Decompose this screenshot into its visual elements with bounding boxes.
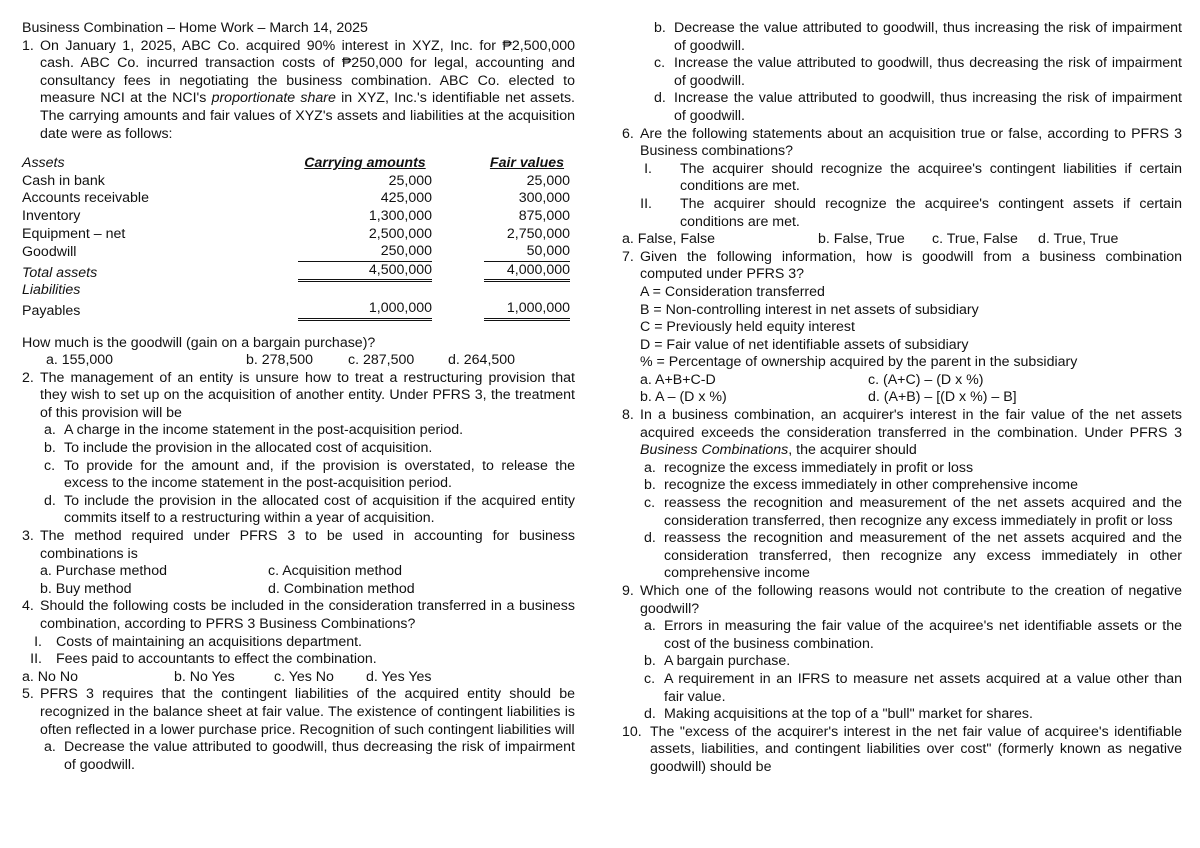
- question-3: [22, 528, 575, 598]
- question-number: 4.: [22, 598, 34, 615]
- row-carrying: 2,500,000: [368, 225, 432, 242]
- fair-values-heading: Fair values: [489, 155, 565, 172]
- total-row: [22, 262, 570, 283]
- option: a. 155,000: [46, 352, 114, 369]
- option: a. recognize the excess immediately in profit or loss: [644, 459, 974, 476]
- row-carrying: 25,000: [388, 172, 432, 189]
- statement: I. The acquirer should recognize the acquiree's contingent liabilities if certain conditions are met.: [644, 160, 1182, 195]
- row-label: Inventory: [22, 207, 81, 224]
- option: b. To include the provision in the allocated cost of acquisition.: [44, 440, 433, 457]
- option: a. False, False: [622, 231, 716, 248]
- question-number: 10.: [622, 723, 642, 740]
- table-row: [22, 243, 570, 262]
- question-5: [22, 686, 575, 774]
- option: d. reassess the recognition and measurement of the net assets acquired and the consideration transferred, then recognize any excess immediately in other comprehensive income: [644, 530, 1182, 582]
- question-text: Are the following statements about an acquisition true or false, according to PFRS 3 Business combinations?: [640, 125, 1182, 160]
- question-text: On January 1, 2025, ABC Co. acquired 90% interest in XYZ, Inc. for ₱2,500,000 cash. ABC Co. incurred transaction costs of ₱250,000 for legal, accounting and consultancy fees in negotiating the business combination. ABC Co. elected to measure NCI at the NCI's: [40, 37, 575, 107]
- table-row: [22, 173, 570, 191]
- question-7-options: [640, 372, 1182, 407]
- statement: II. Fees paid to accountants to effect the combination.: [30, 651, 377, 668]
- question-4: [22, 598, 575, 633]
- question-text: Given the following information, how is goodwill from a business combination computed under PFRS 3?: [640, 248, 1182, 283]
- question-3-options: [40, 563, 575, 598]
- row-fair: 2,750,000: [506, 225, 570, 242]
- option: a. A+B+C-D: [640, 371, 716, 388]
- total-fair: 4,000,000: [484, 262, 570, 283]
- carrying-amounts-heading: Carrying amounts: [304, 155, 426, 172]
- option: a. Purchase method: [40, 563, 167, 580]
- row-fair: 50,000: [484, 243, 570, 262]
- option: a. A charge in the income statement in the post-acquisition period.: [44, 422, 464, 439]
- option: d. Combination method: [268, 580, 415, 597]
- option: b. recognize the excess immediately in other comprehensive income: [644, 477, 1079, 494]
- question-emphasis: Business Combinations: [640, 442, 789, 459]
- question-number: 7.: [622, 248, 634, 265]
- question-1: [22, 38, 575, 144]
- row-carrying: 425,000: [380, 190, 432, 207]
- option: c. True, False: [932, 231, 1018, 248]
- question-text: PFRS 3 requires that the contingent liabilities of the acquired entity should be recognized in the balance sheet at fair value. The existence of contingent liabilities is often reflected in a lower purchase price. Recognition of such contingent liabilities will: [40, 686, 575, 738]
- table-header-row: [22, 155, 570, 173]
- question-text: The "excess of the acquirer's interest in the net fair value of acquiree's identifiable assets, liabilities, and contingent liabilities over cost" (formerly known as negative goodwill) should be: [650, 723, 1182, 775]
- option: b. A – (D x %): [640, 389, 727, 406]
- row-fair: 25,000: [526, 172, 570, 189]
- row-label: Goodwill: [22, 244, 77, 261]
- question-8: [622, 407, 1182, 583]
- question-text: Should the following costs be included in the consideration transferred in a business combination, according to PFRS 3 Business Combinations?: [40, 598, 575, 632]
- option: c. Yes No: [274, 668, 334, 685]
- statement: II. The acquirer should recognize the acquiree's contingent assets if certain conditions are met.: [640, 195, 1182, 230]
- question-10: [622, 724, 1182, 777]
- option: d. Increase the value attributed to goodwill, thus increasing the risk of impairment of goodwill.: [654, 90, 1182, 124]
- question-6-options: [622, 231, 1182, 249]
- option: b. False, True: [818, 231, 905, 248]
- option: d. 264,500: [448, 352, 516, 369]
- question-emphasis: proportionate share: [211, 90, 336, 107]
- statement: I. Costs of maintaining an acquisitions department.: [34, 633, 362, 650]
- option: d. True, True: [1038, 231, 1119, 248]
- option: a. Decrease the value attributed to goodwill, thus decreasing the risk of impairment of goodwill.: [44, 739, 575, 773]
- left-column: [22, 20, 575, 774]
- question-number: 6.: [622, 125, 634, 142]
- option: c. Increase the value attributed to goodwill, thus decreasing the risk of impairment of goodwill.: [654, 55, 1182, 89]
- option: c. Acquisition method: [268, 563, 403, 580]
- question-text: in XYZ, Inc.'s identifiable net assets. The carrying amounts and fair values of XYZ's assets and liabilities at the acquisition date were as follows:: [40, 90, 575, 142]
- option: a. Errors in measuring the fair value of the acquiree's net identifiable assets or the cost of the business combination.: [644, 618, 1182, 652]
- option: c. A requirement in an IFRS to measure net assets acquired at a value other than fair value.: [644, 670, 1182, 705]
- row-label: Equipment – net: [22, 225, 126, 242]
- question-number: 1.: [22, 37, 34, 54]
- question-4-options: [22, 669, 575, 687]
- option: b. 278,500: [246, 352, 314, 369]
- question-text: The method required under PFRS 3 to be used in accounting for business combinations is: [40, 528, 575, 562]
- page-title: Business Combination – Home Work – March 14, 2025: [22, 20, 368, 36]
- option: b. A bargain purchase.: [644, 653, 791, 670]
- question-text: In a business combination, an acquirer's interest in the fair value of the net assets acquired exceeds the consideration transferred in the combination. Under PFRS 3: [640, 407, 1182, 441]
- option: b. No Yes: [174, 668, 235, 685]
- table-row: [22, 226, 570, 244]
- question-text: The management of an entity is unsure how to treat a restructuring provision that they wish to set up on the acquisition of another entity. Under PFRS 3, the treatment of this provision will be: [40, 369, 575, 421]
- question-text: Which one of the following reasons would not contribute to the creation of negative goodwill?: [640, 583, 1182, 617]
- question-1-options: [22, 352, 575, 370]
- assets-heading: Assets: [22, 155, 65, 172]
- option: c. (A+C) – (D x %): [868, 371, 984, 388]
- row-label: Accounts receivable: [22, 190, 149, 207]
- balance-table: [22, 155, 570, 320]
- option: c. To provide for the amount and, if the provision is overstated, to release the excess to the income statement in the post-acquisition period.: [44, 457, 575, 492]
- table-row: [22, 190, 570, 208]
- question-number: 9.: [622, 583, 634, 599]
- definition: D = Fair value of net identifiable assets of subsidiary: [640, 336, 969, 353]
- liabilities-heading: Liabilities: [22, 282, 81, 299]
- row-fair: 875,000: [518, 207, 570, 224]
- option: b. Decrease the value attributed to goodwill, thus increasing the risk of impairment of goodwill.: [654, 20, 1182, 54]
- total-label: Total assets: [22, 264, 98, 281]
- option: c. reassess the recognition and measurement of the net assets acquired and the consideration transferred, then recognize any excess immediately in profit or loss: [644, 495, 1182, 529]
- option: c. 287,500: [348, 352, 415, 369]
- question-6: [622, 126, 1182, 161]
- row-carrying: 1,300,000: [368, 207, 432, 224]
- table-row: [22, 208, 570, 226]
- option: d. Yes Yes: [366, 668, 432, 685]
- row-label: Payables: [22, 302, 81, 319]
- question-number: 3.: [22, 528, 34, 545]
- question-text: , the acquirer should: [788, 442, 917, 459]
- question-9: [622, 583, 1182, 724]
- question-2: [22, 370, 575, 528]
- total-carrying: 4,500,000: [298, 262, 432, 283]
- question-number: 2.: [22, 369, 34, 386]
- option: a. No No: [22, 668, 78, 685]
- payables-row: [22, 300, 570, 321]
- definition: A = Consideration transferred: [640, 283, 825, 300]
- question-number: 8.: [622, 407, 634, 424]
- option: b. Buy method: [40, 580, 132, 597]
- option: d. Making acquisitions at the top of a "bull" market for shares.: [644, 706, 1033, 723]
- row-fair: 300,000: [518, 190, 570, 207]
- option: d. (A+B) – [(D x %) – B]: [868, 389, 1017, 406]
- liabilities-heading-row: [22, 282, 570, 300]
- option: d. To include the provision in the allocated cost of acquisition if the acquired entity commits itself to a restructuring within a year of acquisition.: [44, 492, 575, 527]
- row-label: Cash in bank: [22, 172, 105, 189]
- definition: % = Percentage of ownership acquired by the parent in the subsidiary: [640, 354, 1078, 371]
- question-number: 5.: [22, 686, 34, 703]
- definition: B = Non-controlling interest in net assets of subsidiary: [640, 301, 979, 318]
- question-7: [622, 249, 1182, 407]
- question-1-prompt: How much is the goodwill (gain on a bargain purchase)?: [22, 334, 376, 351]
- row-fair: 1,000,000: [484, 300, 570, 321]
- row-carrying: 1,000,000: [298, 300, 432, 321]
- definition: C = Previously held equity interest: [640, 319, 855, 336]
- right-column: [622, 20, 1182, 777]
- row-carrying: 250,000: [298, 243, 432, 262]
